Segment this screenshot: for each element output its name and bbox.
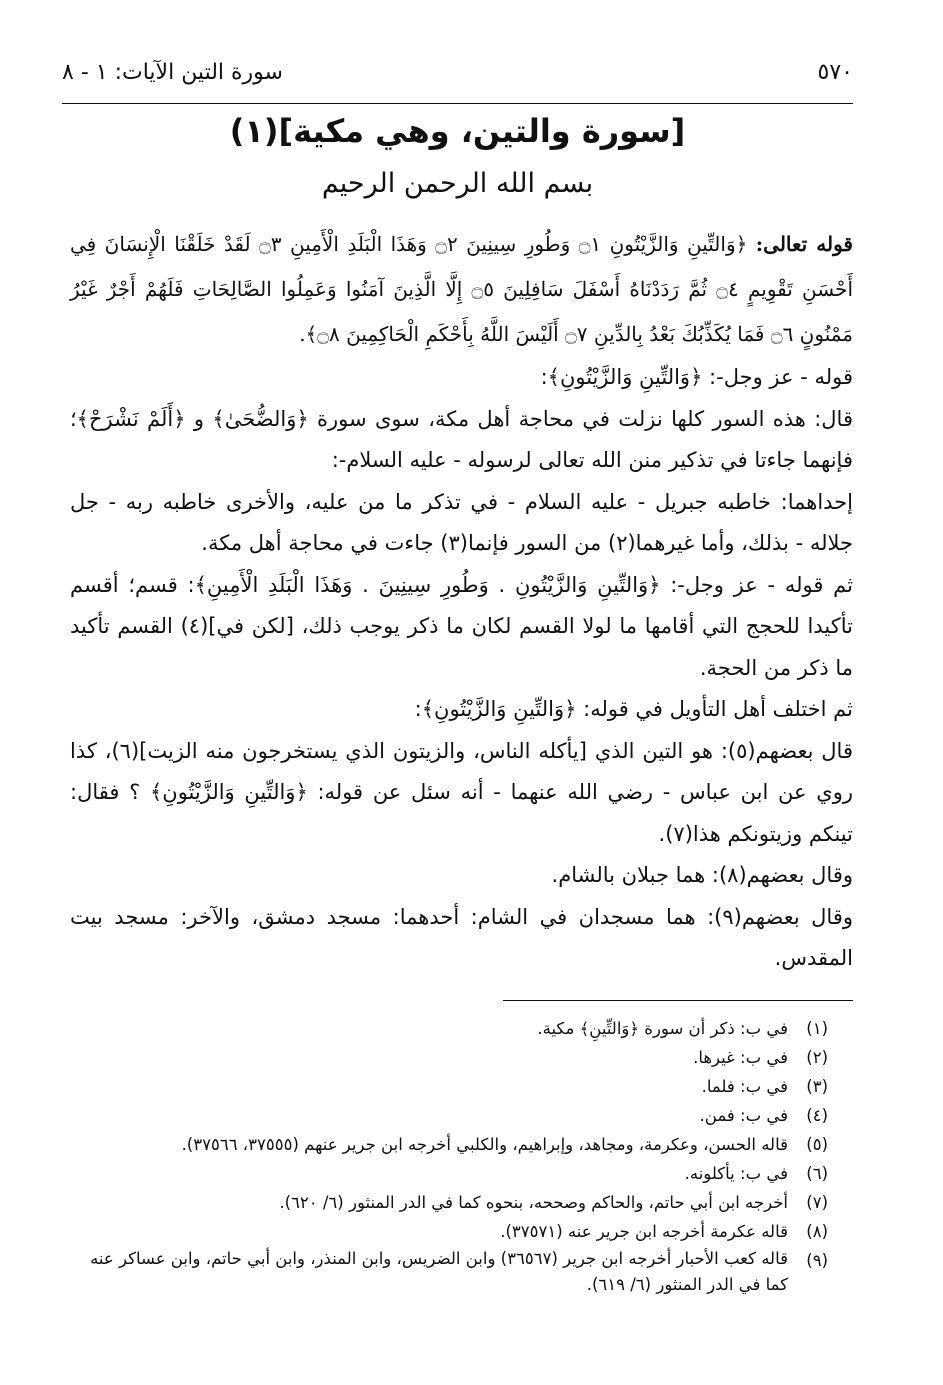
footnote-text: في ب: غيرها. xyxy=(693,1048,788,1067)
footnote-number: (٧) xyxy=(806,1193,828,1212)
footnote-text: في ب: فلما. xyxy=(701,1077,788,1096)
page-number: ٥٧٠ xyxy=(817,60,853,85)
footnote xyxy=(84,1130,828,1159)
footnote-divider xyxy=(503,1000,853,1001)
footnote xyxy=(84,1246,828,1298)
footnote-number: (٨) xyxy=(806,1222,828,1241)
surah-title: [سورة والتين، وهي مكية](١) xyxy=(229,112,686,150)
running-header xyxy=(62,60,853,96)
paragraph: قال: هذه السور كلها نزلت في محاجة أهل مكة، سوى سورة ﴿وَالضُّحَىٰ﴾ و ﴿أَلَمْ نَشْرَحْ﴾؛ فإنهما جاءتا في تذكير منن الله تعالى لرسوله - عليه السلام-: xyxy=(70,406,853,472)
footnote xyxy=(84,1072,828,1101)
verses-lead: قوله تعالى: xyxy=(755,232,853,256)
paragraph: ثم قوله - عز وجل-: ﴿وَالتِّينِ وَالزَّيْتُونِ . وَطُورِ سِينِينَ . وَهَذَا الْبَلَدِ الْأَمِينِ﴾: قسم؛ أقسم تأكيدا للحجج التي أقامها ما لولا القسم لكان ما ذكر يوجب ذلك، [لكن في](٤) القسم تأكيد ما ذكر من الحجة. xyxy=(70,572,853,680)
footnotes xyxy=(84,1014,828,1298)
footnote-text: في ب: ذكر أن سورة ﴿وَالتِّينِ﴾ مكية. xyxy=(537,1019,788,1038)
footnote-text: قاله الحسن، وعكرمة، ومجاهد، وإبراهيم، والكلبي أخرجه ابن جرير عنهم (٣٧٥٥٥، ٣٧٥٦٦). xyxy=(181,1135,788,1154)
footnote xyxy=(84,1217,828,1246)
paragraph: قال بعضهم(٥): هو التين الذي [يأكله الناس، والزيتون الذي يستخرجون منه الزيت](٦)، كذا روي عن ابن عباس - رضي الله عنهما - أنه سئل عن قوله: ﴿وَالتِّينِ وَالزَّيْتُونِ﴾ ؟ فقال: تينكم وزيتونكم هذا(٧). xyxy=(70,738,853,846)
paragraph: وقال بعضهم(٨): هما جبلان بالشام. xyxy=(551,863,853,887)
paragraph: ثم اختلف أهل التأويل في قوله: ﴿وَالتِّينِ وَالزَّيْتُونِ﴾: xyxy=(414,697,853,721)
footnote-number: (٩) xyxy=(806,1251,828,1270)
footnote xyxy=(84,1159,828,1188)
footnote-number: (٥) xyxy=(806,1135,828,1154)
footnote xyxy=(84,1043,828,1072)
footnote xyxy=(84,1014,828,1043)
basmala: بسم الله الرحمن الرحيم xyxy=(321,168,594,199)
footnote-number: (٢) xyxy=(806,1048,828,1067)
running-header-title: سورة التين الآيات: ١ - ٨ xyxy=(62,60,283,85)
main-text xyxy=(70,222,853,980)
footnote-text: في ب: يأكلونه. xyxy=(684,1164,788,1183)
footnote xyxy=(84,1188,828,1217)
verses-paragraph xyxy=(70,222,853,357)
paragraph: إحداهما: خاطبه جبريل - عليه السلام - في تذكر ما من عليه، والأخرى خاطبه ربه - جل جلاله - بذلك، وأما غيرهما(٢) من السور فإنما(٣) جاءت في محاجة أهل مكة. xyxy=(70,489,853,555)
header-divider xyxy=(62,103,853,104)
footnote xyxy=(84,1101,828,1130)
footnote-text: قاله كعب الأحبار أخرجه ابن جرير (٣٦٥٦٧) وابن الضريس، وابن المنذر، وابن أبي حاتم، وابن عساكر عنه كما في الدر المنثور (٦/ ٦١٩). xyxy=(90,1249,788,1294)
paragraph: وقال بعضهم(٩): هما مسجدان في الشام: أحدهما: مسجد دمشق، والآخر: مسجد بيت المقدس. xyxy=(70,904,854,970)
footnote-text: في ب: فمن. xyxy=(699,1106,788,1125)
footnote-text: أخرجه ابن أبي حاتم، والحاكم وصححه، بنحوه كما في الدر المنثور (٦/ ٦٢٠). xyxy=(279,1193,788,1212)
paragraph: قوله - عز وجل-: ﴿وَالتِّينِ وَالزَّيْتُونِ﴾: xyxy=(540,365,853,389)
footnote-number: (٦) xyxy=(806,1164,828,1183)
footnote-number: (٣) xyxy=(806,1077,828,1096)
footnote-text: قاله عكرمة أخرجه ابن جرير عنه (٣٧٥٧١). xyxy=(500,1222,788,1241)
footnote-number: (٤) xyxy=(806,1106,828,1125)
footnote-number: (١) xyxy=(806,1019,828,1038)
verses-text: ﴿وَالتِّينِ وَالزَّيْتُونِ ۝١ وَطُورِ سِينِينَ ۝٢ وَهَذَا الْبَلَدِ الْأَمِينِ ۝٣ لَقَدْ خَلَقْنَا الْإِنسَانَ فِي أَحْسَنِ تَقْوِيمٍ ۝٤ ثُمَّ رَدَدْنَاهُ أَسْفَلَ سَافِلِينَ ۝٥ إِلَّا الَّذِينَ آمَنُوا وَعَمِلُوا الصَّالِحَاتِ فَلَهُمْ أَجْرٌ غَيْرُ مَمْنُونٍ ۝٦ فَمَا يُكَذِّبُكَ بَعْدُ بِالدِّينِ ۝٧ أَلَيْسَ اللَّهُ بِأَحْكَمِ الْحَاكِمِينَ ۝٨﴾. xyxy=(70,232,854,346)
